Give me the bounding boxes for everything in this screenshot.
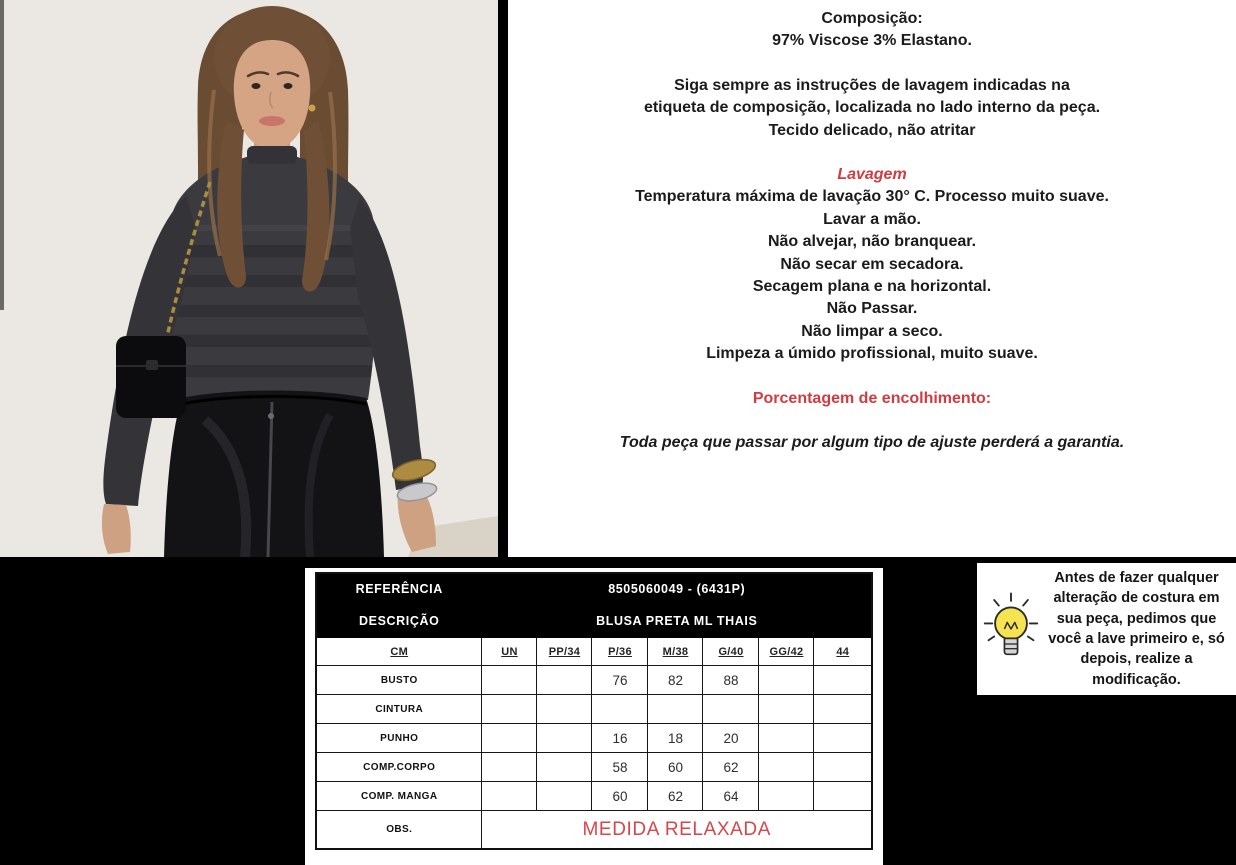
size-value: [814, 782, 872, 811]
size-value: [482, 666, 537, 695]
washing-line: Não limpar a seco.: [801, 322, 943, 340]
obs-label: OBS.: [316, 811, 482, 850]
size-value: [759, 782, 814, 811]
wall-edge: [0, 0, 4, 310]
obs-row: [316, 811, 872, 850]
lightbulb-icon: [979, 591, 1043, 667]
row-label: COMP.CORPO: [316, 753, 482, 782]
row-label: BUSTO: [316, 666, 482, 695]
size-table-panel: [305, 568, 883, 865]
size-value: 76: [592, 666, 648, 695]
size-column-header: M/38: [648, 638, 703, 666]
reference-value: 8505060049 - (6431P): [482, 573, 872, 605]
shrinkage-title: Porcentagem de encolhimento:: [752, 389, 992, 407]
description-label: DESCRIÇÃO: [316, 605, 482, 638]
washing-line: Não secar em secadora.: [780, 255, 964, 273]
size-value: [814, 695, 872, 724]
row-label: CINTURA: [316, 695, 482, 724]
size-value: 64: [703, 782, 759, 811]
size-value: [482, 782, 537, 811]
product-photo: [0, 0, 498, 557]
composition-value: 97% Viscose 3% Elastano.: [772, 32, 972, 50]
size-value: 20: [703, 724, 759, 753]
size-value: [482, 724, 537, 753]
handbag: [116, 336, 186, 418]
composition-title: Composição:: [821, 10, 923, 27]
notice-box: [977, 563, 1236, 695]
care-instructions-panel: [508, 0, 1236, 557]
size-value: [759, 695, 814, 724]
size-header-row: [316, 638, 872, 666]
reference-row: [316, 573, 872, 605]
washing-line: Temperatura máxima de lavação 30° C. Processo muito suave.: [635, 188, 1109, 206]
size-value: 58: [592, 753, 648, 782]
table-row-busto: [316, 666, 872, 695]
reference-label: REFERÊNCIA: [316, 573, 482, 605]
row-label: COMP. MANGA: [316, 782, 482, 811]
washing-line: Limpeza a úmido profissional, muito suave.: [706, 345, 1038, 363]
size-value: [537, 753, 592, 782]
size-value: 16: [592, 724, 648, 753]
instructions-line: etiqueta de composição, localizada no lado interno da peça.: [643, 99, 1101, 117]
row-label: PUNHO: [316, 724, 482, 753]
size-value: [537, 724, 592, 753]
size-table: [315, 572, 873, 850]
size-value: 62: [648, 782, 703, 811]
size-column-header: P/36: [592, 638, 648, 666]
size-value: [759, 724, 814, 753]
washing-title: Lavagem: [837, 166, 907, 184]
washing-line: Secagem plana e na horizontal.: [752, 278, 992, 296]
size-value: 62: [703, 753, 759, 782]
size-value: [592, 695, 648, 724]
size-value: [759, 753, 814, 782]
description-value: BLUSA PRETA ML THAIS: [482, 605, 872, 638]
label-instructions-section: [508, 75, 1236, 142]
size-value: [482, 695, 537, 724]
size-value: 60: [648, 753, 703, 782]
size-value: [482, 753, 537, 782]
size-column-header: GG/42: [759, 638, 814, 666]
unit-header: CM: [316, 638, 482, 666]
size-column-header: UN: [482, 638, 537, 666]
table-row-comp-manga: [316, 782, 872, 811]
size-column-header: PP/34: [537, 638, 592, 666]
size-value: 82: [648, 666, 703, 695]
size-value: 18: [648, 724, 703, 753]
size-value: [814, 753, 872, 782]
warranty-section: [508, 432, 1236, 454]
washing-line: Não Passar.: [826, 300, 918, 318]
table-row-comp-corpo: [316, 753, 872, 782]
left-hand: [102, 504, 131, 554]
washing-line: Não alvejar, não branquear.: [767, 233, 977, 251]
washing-line: Lavar a mão.: [823, 210, 921, 228]
table-row-punho: [316, 724, 872, 753]
earring: [309, 105, 316, 112]
size-value: 88: [703, 666, 759, 695]
size-value: 60: [592, 782, 648, 811]
warranty-note: Toda peça que passar por algum tipo de ajuste perderá a garantia.: [619, 434, 1125, 452]
size-column-header: 44: [814, 638, 872, 666]
size-value: [814, 666, 872, 695]
description-row: [316, 605, 872, 638]
size-column-header: G/40: [703, 638, 759, 666]
composition-section: [508, 8, 1236, 53]
washing-section: [508, 164, 1236, 366]
instructions-line: Siga sempre as instruções de lavagem indicadas na: [674, 76, 1070, 94]
size-value: [537, 695, 592, 724]
notice-text: Antes de fazer qualquer alteração de costura em sua peça, pedimos que você a lave primeiro e, só depois, realize a modificação.: [1048, 569, 1225, 688]
size-value: [537, 666, 592, 695]
shrinkage-section: [508, 388, 1236, 410]
size-value: [648, 695, 703, 724]
product-photo-illustration: [0, 0, 498, 557]
size-value: [814, 724, 872, 753]
instructions-line: Tecido delicado, não atritar: [768, 121, 976, 139]
size-value: [759, 666, 814, 695]
table-row-cintura: [316, 695, 872, 724]
leather-skirt: [164, 391, 384, 558]
mock-neck-collar: [247, 146, 297, 164]
size-value: [703, 695, 759, 724]
obs-value: MEDIDA RELAXADA: [482, 811, 872, 850]
size-value: [537, 782, 592, 811]
